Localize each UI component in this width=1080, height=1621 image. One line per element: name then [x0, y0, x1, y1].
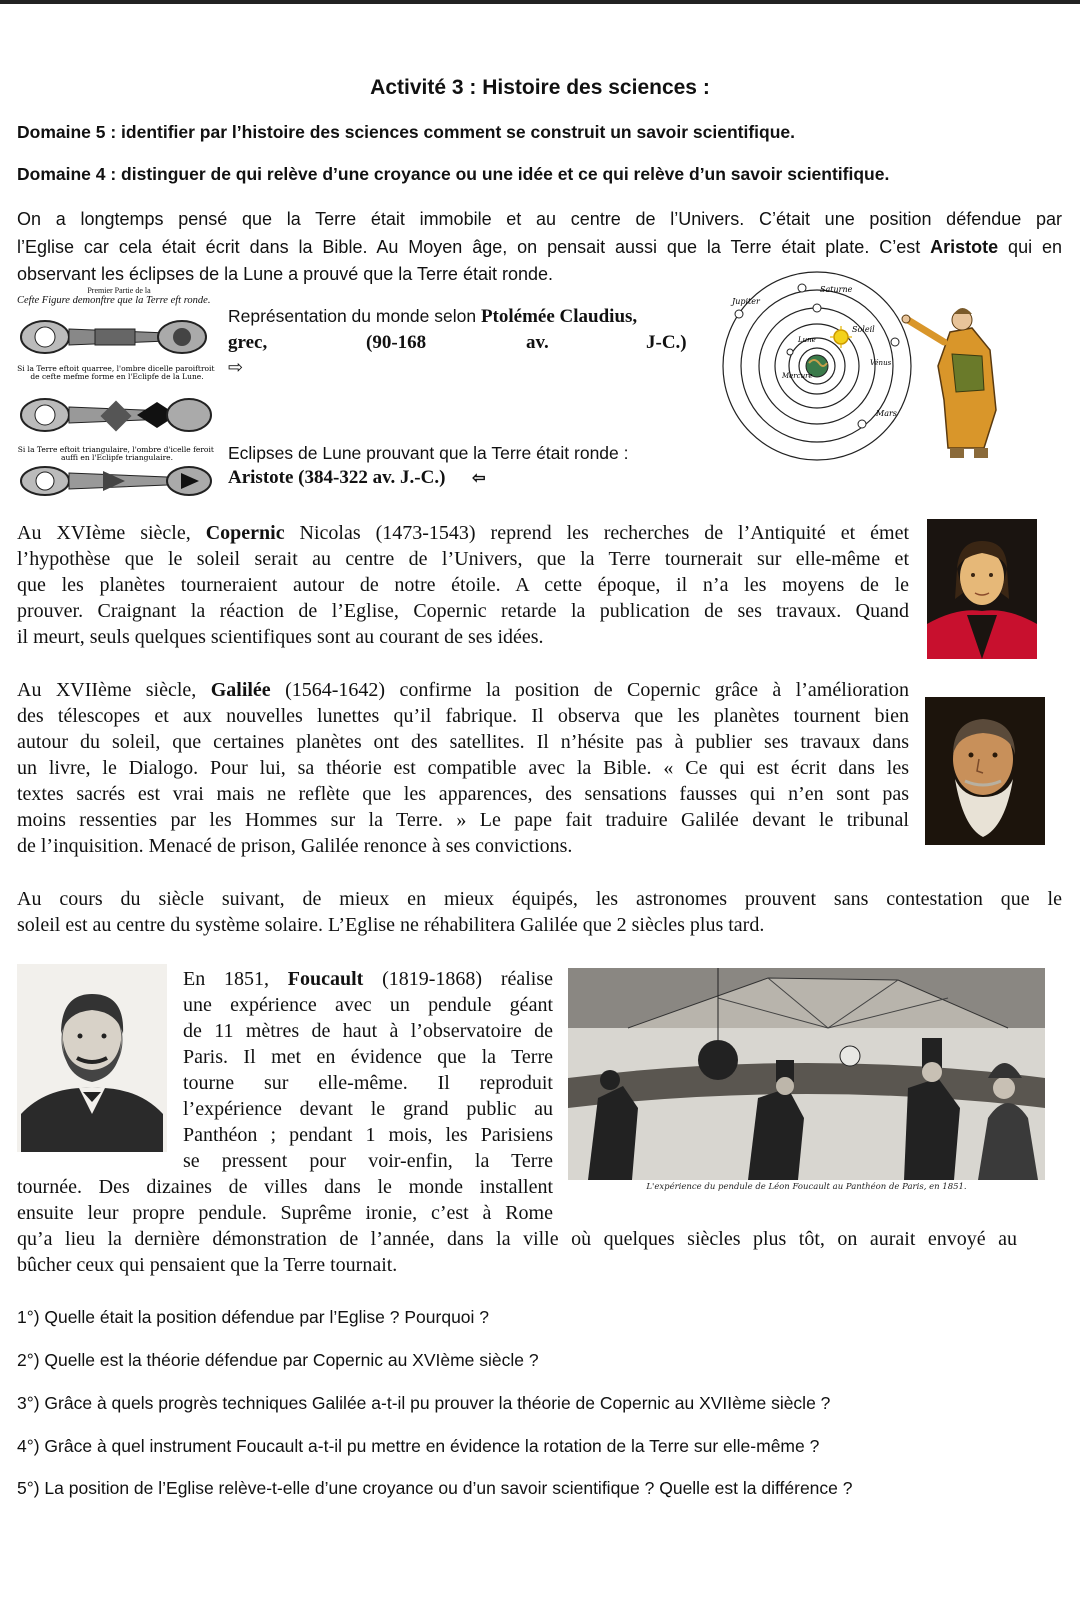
foucault-line-5: tourne sur elle-même. Il reproduit	[183, 1072, 553, 1094]
siecle-suivant-line-2: soleil est au centre du système solaire. L’Eglise ne réhabilitera Galilée que 2 siècles plus tard.	[17, 914, 765, 936]
eclipse-figure-header: Cefte Figure demonftre que la Terre eft ronde.	[17, 295, 211, 306]
intro-line-2b: qui en	[998, 236, 1063, 257]
arrow-right-icon: ⇨	[228, 357, 244, 377]
ptolemee-grec: grec,	[228, 332, 268, 353]
ptolemee-caption-line-1	[228, 306, 695, 328]
foucault-line-11: qu’a lieu la dernière démonstration de l’année, dans la ville où quelques siècles plus tôt, on aurait envoyé au	[17, 1228, 1017, 1250]
bold-name: Copernic	[205, 522, 285, 544]
foucault-paragraph-full	[17, 1226, 1017, 1278]
galilee-paragraph	[17, 677, 909, 859]
galilee-portrait	[925, 697, 1045, 845]
foucault-line-2: une expérience avec un pendule géant	[183, 994, 553, 1016]
question-4: 4°) Grâce à quel instrument Foucault a-t-il pu mettre en évidence la rotation de la Terre sur elle-même ?	[17, 1436, 820, 1456]
ptolemee-name: Ptolémée Claudius,	[480, 306, 638, 327]
intro-line-2a: l’Eglise car cela était écrit dans la Bible. Au Moyen âge, on pensait aussi que la Terre était plate. C’est	[17, 236, 931, 257]
copernic-line-3: que les planètes tourneraient autour de notre étoile. A cette époque, il n’a les moyens de le	[17, 574, 909, 596]
ptolemee-av: av.	[526, 332, 549, 353]
orbit-label-mars: Mars	[876, 409, 897, 418]
aristote-caption-line-2	[228, 467, 486, 489]
question-5: 5°) La position de l’Eglise relève-t-elle d’une croyance ou d’un savoir scientifique ? Quelle est la différence ?	[17, 1478, 853, 1498]
ptolemee-dates: (90-168	[366, 332, 427, 353]
foucault-portrait	[17, 964, 167, 1152]
orbit-label-soleil: Soleil	[852, 325, 875, 334]
copernic-line-5: il meurt, seuls quelques scientifiques sont au courant de ses idées.	[17, 626, 544, 648]
foucault-line-10: ensuite leur propre pendule. Suprême ironie, c’est à Rome	[17, 1202, 553, 1224]
galilee-line-4: un livre, le Dialogo. Pour lui, sa théorie est compatible avec la Bible. « Ce qui est écrit dans les	[17, 757, 909, 779]
aristote-name: Aristote	[930, 236, 999, 257]
foucault-line-4: Paris. Il met en évidence que la Terre	[183, 1046, 553, 1068]
question-2: 2°) Quelle est la théorie défendue par Copernic au XVIème siècle ?	[17, 1350, 539, 1370]
foucault-paragraph-narrow	[183, 966, 553, 1174]
foucault-line-7: Panthéon ; pendant 1 mois, les Parisiens	[183, 1124, 553, 1146]
caption-triangle: Si la Terre eftoit triangulaire, l'ombre d'icelle feroit auffi en l'Eclipfe triangulaire.	[17, 445, 214, 462]
pantheon-caption: L'expérience du pendule de Léon Foucault au Panthéon de Paris, en 1851.	[646, 1182, 967, 1192]
copernic-line-2: l’hypothèse que le soleil serait au centre de l’Univers, que la Terre tournerait sur elle-même et	[17, 548, 909, 570]
foucault-line-6: l’expérience devant le grand public au	[183, 1098, 553, 1120]
eclipse-figure-subheader: Premier Partie de la	[87, 286, 151, 295]
foucault-line-1: En 1851, Foucault (1819-1868) réalise	[183, 968, 554, 990]
bold-name: Foucault	[287, 968, 364, 990]
intro-line-3: observant les éclipses de la Lune a prouvé que la Terre était ronde.	[17, 264, 554, 284]
question-3: 3°) Grâce à quels progrès techniques Galilée a-t-il pu prouver la théorie de Copernic au XVIIème siècle ?	[17, 1393, 831, 1413]
copernic-line-4: prouver. Craignant la réaction de l’Eglise, Copernic retarde la publication de ses travaux. Quand	[17, 600, 909, 622]
orbit-label-mercure: Mercure	[782, 372, 813, 380]
question-1: 1°) Quelle était la position défendue par l’Eglise ? Pourquoi ?	[17, 1307, 490, 1327]
galilee-line-2: des télescopes et aux nouvelles lunettes qu’il fabrique. Il observa que les planètes tournent bien	[17, 705, 909, 727]
arrow-left-icon: ⇦	[472, 470, 486, 487]
galilee-line-7: de l’inquisition. Menacé de prison, Galilée renonce à ses convictions.	[17, 835, 573, 857]
orbit-label-venus: Vénus	[870, 359, 892, 367]
foucault-line-3: de 11 mètres de haut à l’observatoire de	[183, 1020, 553, 1042]
top-border	[0, 0, 1080, 4]
galilee-line-6: moins ressenties par les Hommes sur la Terre. » Le pape fait traduire Galilée devant le tribunal	[17, 809, 909, 831]
caption-square: Si la Terre eftoit quarree, l'ombre dicelle paroiftroit de cefte mefme forme en l'Eclipfe de la Lune.	[17, 364, 215, 381]
domaine-4: Domaine 4 : distinguer de qui relève d’une croyance ou une idée et ce qui relève d’un savoir scientifique.	[17, 164, 890, 184]
foucault-line-8: se pressent pour voir-enfin, la Terre	[183, 1150, 553, 1172]
aristote-dates: Aristote (384-322 av. J.-C.)	[228, 467, 446, 488]
geocentric-model-illustration	[712, 270, 1012, 466]
pantheon-pendulum-engraving	[568, 968, 1045, 1202]
galilee-line-1: Au XVIIème siècle, Galilée (1564-1642) confirme la position de Copernic grâce à l’amélioration	[17, 679, 909, 701]
page-title: Activité 3 : Histoire des sciences :	[370, 76, 710, 99]
domaine-5: Domaine 5 : identifier par l’histoire des sciences comment se construit un savoir scientifique.	[17, 122, 795, 142]
siecle-suivant-paragraph	[17, 886, 1062, 938]
intro-line-1: On a longtemps pensé que la Terre était immobile et au centre de l’Univers. C’était une position défendue par	[17, 209, 1062, 229]
siecle-suivant-line-1: Au cours du siècle suivant, de mieux en mieux équipés, les astronomes prouvent sans contestation que le	[17, 888, 1062, 910]
aristote-caption-line-1: Eclipses de Lune prouvant que la Terre était ronde :	[228, 443, 629, 463]
galilee-line-3: autour du soleil, que certaines planètes ont des satellites. Il n’hésite pas à publier ses travaux dans	[17, 731, 909, 753]
ptolemee-text: Représentation du monde selon	[228, 306, 481, 326]
ptolemee-jc: J-C.)	[646, 332, 687, 353]
copernic-paragraph	[17, 520, 909, 650]
orbit-label-saturne: Saturne	[820, 285, 853, 294]
ptolemy-figure	[902, 308, 996, 458]
eclipse-figure	[17, 286, 221, 500]
copernic-portrait	[927, 519, 1037, 659]
orbit-label-jupiter: Jupiter	[732, 297, 760, 306]
foucault-line-12: bûcher ceux qui pensaient que la Terre tournait.	[17, 1254, 398, 1276]
galilee-line-5: textes sacrés est vrai mais ne reflète que les apparences, des sensations fausses qui n’en sont pas	[17, 783, 909, 805]
intro-line-2	[17, 234, 1062, 262]
orbit-label-lune: Lune	[798, 336, 816, 344]
copernic-line-1: Au XVIème siècle, Copernic Nicolas (1473-1543) reprend les recherches de l’Antiquité et émet	[17, 522, 910, 544]
foucault-line-9: tournée. Des dizaines de villes dans le monde installent	[17, 1176, 553, 1198]
eclipse-illustration	[17, 307, 221, 497]
foucault-paragraph-wide	[17, 1174, 553, 1226]
bold-name: Galilée	[210, 679, 271, 701]
